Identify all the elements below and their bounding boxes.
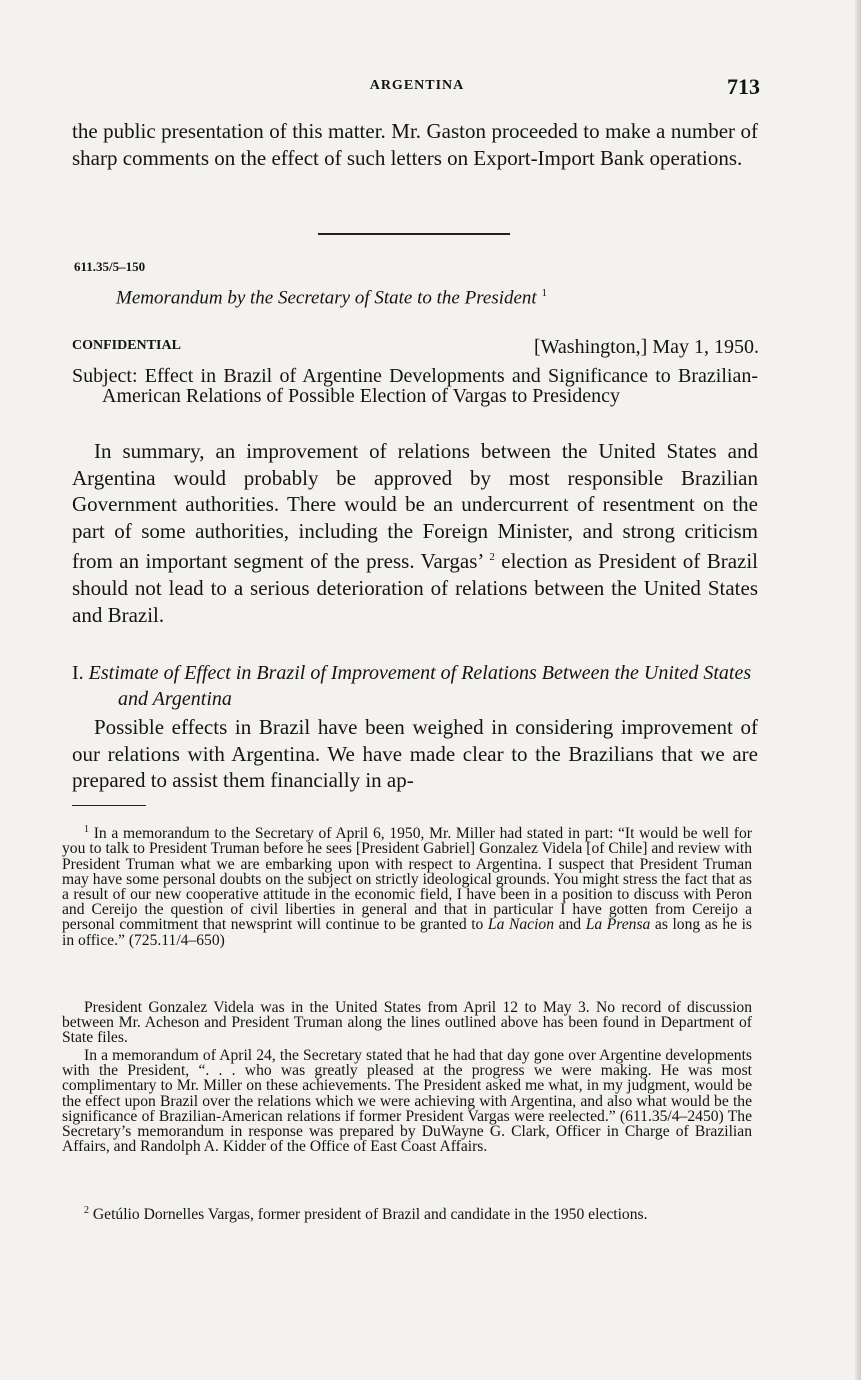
footnote-1: [62, 822, 752, 948]
classification: CONFIDENTIAL: [72, 338, 181, 353]
document-title: [116, 287, 547, 309]
summary-paragraph: [72, 438, 758, 628]
footnote-2-marker: 2: [84, 1205, 89, 1216]
footnote-2-text: Getúlio Dornelles Vargas, former president of Brazil and candidate in the 1950 elections.: [92, 1206, 648, 1224]
footnote-1-paragraph-2: President Gonzalez Videla was in the United States from April 12 to May 3. No record of discussion between Mr. Acheson and President Truman along the lines outlined above has been found in Department of State files.: [62, 999, 752, 1047]
section-title: Estimate of Effect in Brazil of Improvement of Relations Between the United States and Argentina: [88, 662, 752, 710]
summary-footnote-marker: 2: [489, 551, 495, 564]
footnote-1-marker: 1: [84, 824, 89, 835]
footnote-1-text-b: as long as he is in office.” (725.11/4–650): [62, 916, 753, 949]
document-title-text: Memorandum by the Secretary of State to the President: [116, 287, 537, 309]
page-number: 713: [727, 74, 760, 99]
section-divider: [318, 233, 510, 235]
section-paragraph: Possible effects in Brazil have been weighed in considering improvement of our relations with Argentina. We have made clear to the Brazilians that we are prepared to assist them financially in ap-: [72, 715, 758, 793]
section-heading: [72, 660, 758, 712]
page-header: [72, 74, 762, 104]
title-footnote-marker: 1: [541, 287, 547, 299]
summary-text-a: In summary, an improvement of relations between the United States and Argentina would probably be approved by most responsible Brazilian Government authorities. There would be an undercurrent of resentment on the part of some authorities, including the Foreign Minister, and strong criticism from an important segment of the press. Vargas’: [72, 439, 758, 574]
carryover-paragraph: the public presentation of this matter. Mr. Gaston proceeded to make a number of sharp comments on the effect of such letters on Export-Import Bank operations.: [72, 119, 758, 170]
footnote-rule: [72, 805, 146, 806]
subject-line: Subject: Effect in Brazil of Argentine Developments and Significance to Brazilian-American Relations of Possible Election of Vargas to Presidency: [72, 365, 758, 407]
section-number: I.: [72, 662, 84, 684]
summary-text-b: election as President of Brazil should not lead to a serious deterioration of relations between the United States and Brazil.: [72, 549, 759, 627]
footnote-1-newspaper-2: La Prensa: [585, 916, 651, 934]
dateline: [Washington,] May 1, 1950.: [533, 336, 759, 358]
footnote-1-paragraph-3: In a memorandum of April 24, the Secretary stated that he had that day gone over Argentine developments with the President, “. . . who was greatly pleased at the progress we were making. He was most complimentary to Mr. Miller on these achievements. The President asked me what, in my judgment, would be the effect upon Brazil over the relations which we were achieving with Argentina, and also what would be the significance of Brazilian-American relations if former President Vargas were reelected.” (611.35/4–2450) The Secretary’s memorandum in response was prepared by DuWayne G. Clark, Officer in Charge of Brazilian Affairs, and Randolph A. Kidder of the Office of East Coast Affairs.: [62, 1047, 752, 1156]
footnote-1-and: and: [558, 916, 582, 934]
footnote-2: [62, 1203, 752, 1222]
page-edge: [855, 0, 861, 1380]
footnote-1-newspaper-1: La Nacion: [487, 916, 555, 934]
running-head: ARGENTINA: [369, 78, 465, 93]
footnote-1-text-a: In a memorandum to the Secretary of April 6, 1950, Mr. Miller had stated in part: “It would be well for you to talk to President Truman before he sees [President Gabriel] Gonzalez Videla [of Chile] and review with President Truman what we are embarking upon with respect to Argentina. I suspect that President Truman may have some personal doubts on the subject on strictly ideological grounds. You might stress the fact that as a result of our new cooperative attitude in the economic field, I have been in a position to discuss with Peron and Cereijo the question of civil liberties in general and that in particular I have gotten from Cereijo a personal commitment that newsprint will continue to be granted to: [62, 825, 752, 934]
document-id: 611.35/5–150: [74, 259, 146, 274]
